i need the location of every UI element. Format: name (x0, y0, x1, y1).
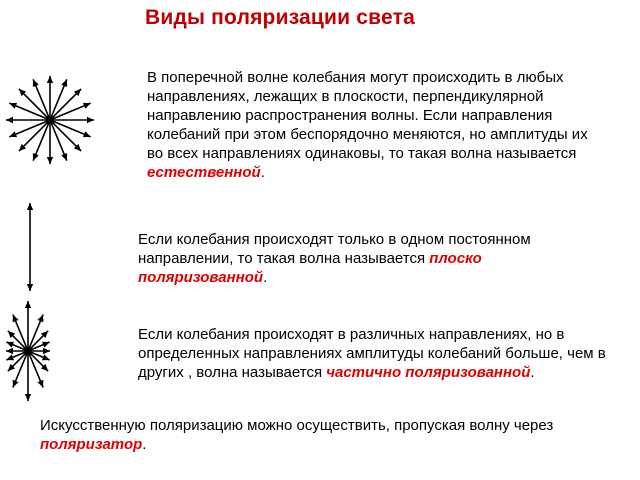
partial-term: частично поляризованной (326, 364, 531, 381)
ray-arrow (28, 351, 48, 371)
partial-end: . (530, 364, 535, 381)
ray-arrow (27, 203, 33, 247)
ray-arrow (27, 247, 33, 291)
artificial-text: Искусственную поляризацию можно осуществить, пропуская волну через (40, 417, 554, 434)
ray-arrow (28, 331, 48, 351)
ray-arrow (19, 89, 50, 120)
natural-light-paragraph (147, 68, 607, 182)
ray-arrow (50, 89, 81, 120)
page-title: Виды поляризации света (145, 6, 415, 29)
artificial-term: поляризатор (40, 436, 143, 453)
artificial-end: . (142, 436, 147, 453)
ray-arrow (25, 301, 31, 351)
natural-term: естественной (147, 164, 261, 181)
plane-term: плоско поляризованной (138, 250, 482, 286)
natural-light-star-icon (2, 66, 102, 176)
ray-arrow (25, 351, 31, 401)
ray-arrow (50, 120, 81, 151)
partial-polarized-star-icon (0, 296, 60, 406)
natural-text: В поперечной волне колебания могут происходить в любых направлениях, лежащих в плоскости, перпендикулярной направлению распространения волны. Если направления колебаний при этом беспорядочно меняются, но амплитуды их во всех направлениях одинаковы, то такая волна называется (147, 69, 588, 162)
partial-polarized-paragraph (138, 325, 610, 382)
artificial-polarization-paragraph (40, 416, 620, 454)
natural-end: . (260, 164, 265, 181)
ray-arrow (8, 331, 28, 351)
plane-polarized-arrow-icon (18, 200, 42, 294)
plane-text: Если колебания происходят только в одном постоянном направлении, то такая волна называется (138, 231, 531, 267)
plane-polarized-paragraph (138, 230, 608, 287)
plane-end: . (263, 269, 268, 286)
ray-arrow (19, 120, 50, 151)
partial-text: Если колебания происходят в различных направлениях, но в определенных направлениях амплитуды колебаний больше, чем в других , волна называется (138, 326, 606, 381)
ray-arrow (8, 351, 28, 371)
